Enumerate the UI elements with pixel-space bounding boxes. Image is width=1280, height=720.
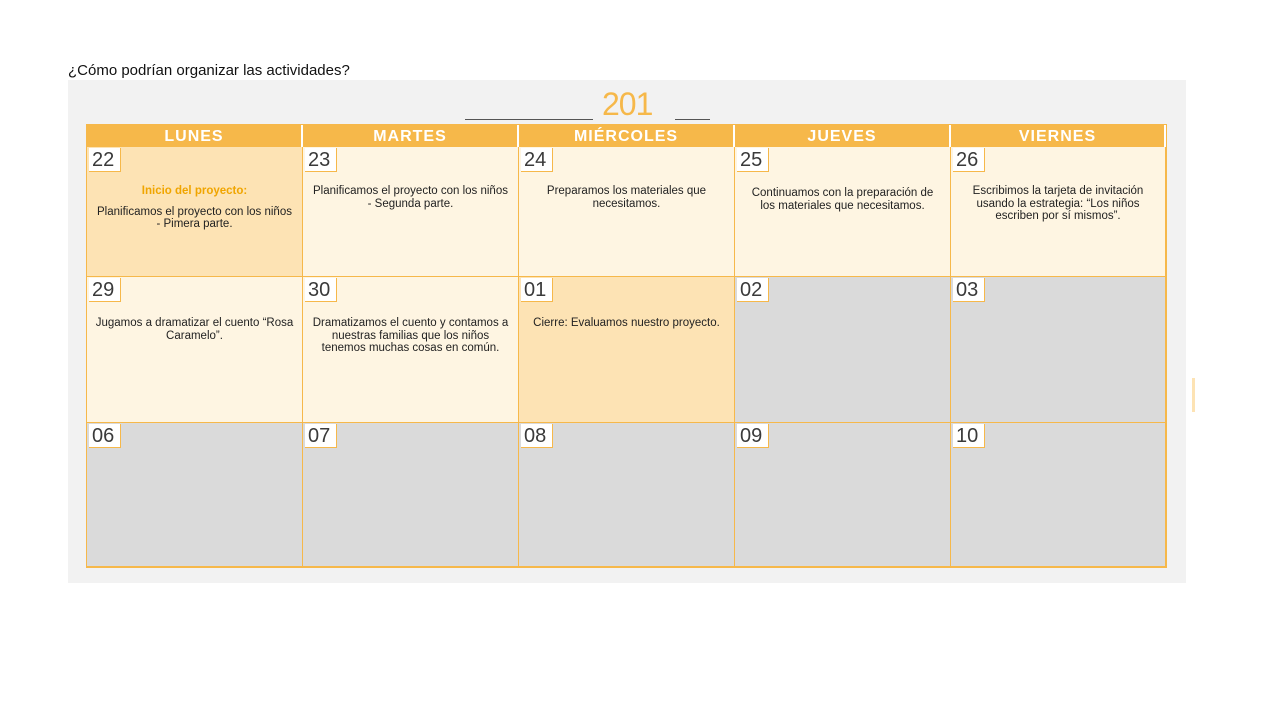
year-blank-line — [465, 119, 593, 120]
day-number: 07 — [305, 424, 337, 448]
day-header: MIÉRCOLES — [519, 125, 735, 147]
activity-description: Dramatizamos el cuento y contamos a nuestras familias que los niños tenemos muchas cosas en común. — [312, 317, 509, 354]
activity-text — [311, 185, 510, 210]
calendar-grid — [86, 124, 1167, 568]
activity-text — [95, 317, 294, 342]
day-cell[interactable] — [87, 277, 303, 423]
year-heading — [465, 86, 715, 122]
day-cell[interactable] — [519, 277, 735, 423]
day-number: 26 — [953, 148, 985, 172]
day-number: 02 — [737, 278, 769, 302]
question-title: ¿Cómo podrían organizar las actividades? — [68, 62, 350, 79]
day-number: 09 — [737, 424, 769, 448]
day-number: 03 — [953, 278, 985, 302]
day-number: 06 — [89, 424, 121, 448]
day-number: 10 — [953, 424, 985, 448]
day-header: LUNES — [87, 125, 303, 147]
day-cell[interactable] — [303, 423, 519, 567]
day-number: 08 — [521, 424, 553, 448]
activity-description: Planificamos el proyecto con los niños - Pimera parte. — [97, 205, 292, 230]
day-header: JUEVES — [735, 125, 951, 147]
activity-text — [311, 317, 510, 355]
activity-description: Preparamos los materiales que necesitamos. — [546, 185, 707, 210]
activity-text — [959, 185, 1157, 223]
activity-description: Planificamos el proyecto con los niños - Segunda parte. — [313, 185, 508, 210]
day-cell[interactable] — [951, 277, 1166, 423]
activity-highlight: Inicio del proyecto: — [141, 185, 248, 197]
day-number: 01 — [521, 278, 553, 302]
activity-description: Jugamos a dramatizar el cuento “Rosa Caramelo”. — [95, 317, 294, 342]
day-cell[interactable] — [303, 277, 519, 423]
day-number: 22 — [89, 148, 121, 172]
day-number: 29 — [89, 278, 121, 302]
activity-description: Escribimos la tarjeta de invitación usando la estrategia: “Los niños escriben por sí mismos”. — [972, 185, 1144, 222]
day-cell[interactable] — [87, 147, 303, 277]
day-cell[interactable] — [951, 423, 1166, 567]
day-number: 25 — [737, 148, 769, 172]
activity-text — [95, 185, 294, 231]
activity-description: Cierre: Evaluamos nuestro proyecto. — [533, 317, 720, 329]
year-blank-line — [675, 119, 710, 120]
day-cell[interactable] — [519, 423, 735, 567]
decorative-mark — [1192, 378, 1195, 412]
day-cell[interactable] — [735, 423, 951, 567]
activity-text — [743, 187, 942, 212]
day-header: VIERNES — [951, 125, 1166, 147]
day-cell[interactable] — [735, 277, 951, 423]
day-cell[interactable] — [303, 147, 519, 277]
day-cell[interactable] — [519, 147, 735, 277]
activity-description: Continuamos con la preparación de los materiales que necesitamos. — [751, 187, 934, 212]
activity-text — [527, 317, 726, 330]
day-header: MARTES — [303, 125, 519, 147]
day-number: 23 — [305, 148, 337, 172]
day-cell[interactable] — [87, 423, 303, 567]
day-cell[interactable] — [735, 147, 951, 277]
day-number: 30 — [305, 278, 337, 302]
activity-text — [527, 185, 726, 210]
year-label: 201 — [602, 86, 653, 122]
day-number: 24 — [521, 148, 553, 172]
day-cell[interactable] — [951, 147, 1166, 277]
